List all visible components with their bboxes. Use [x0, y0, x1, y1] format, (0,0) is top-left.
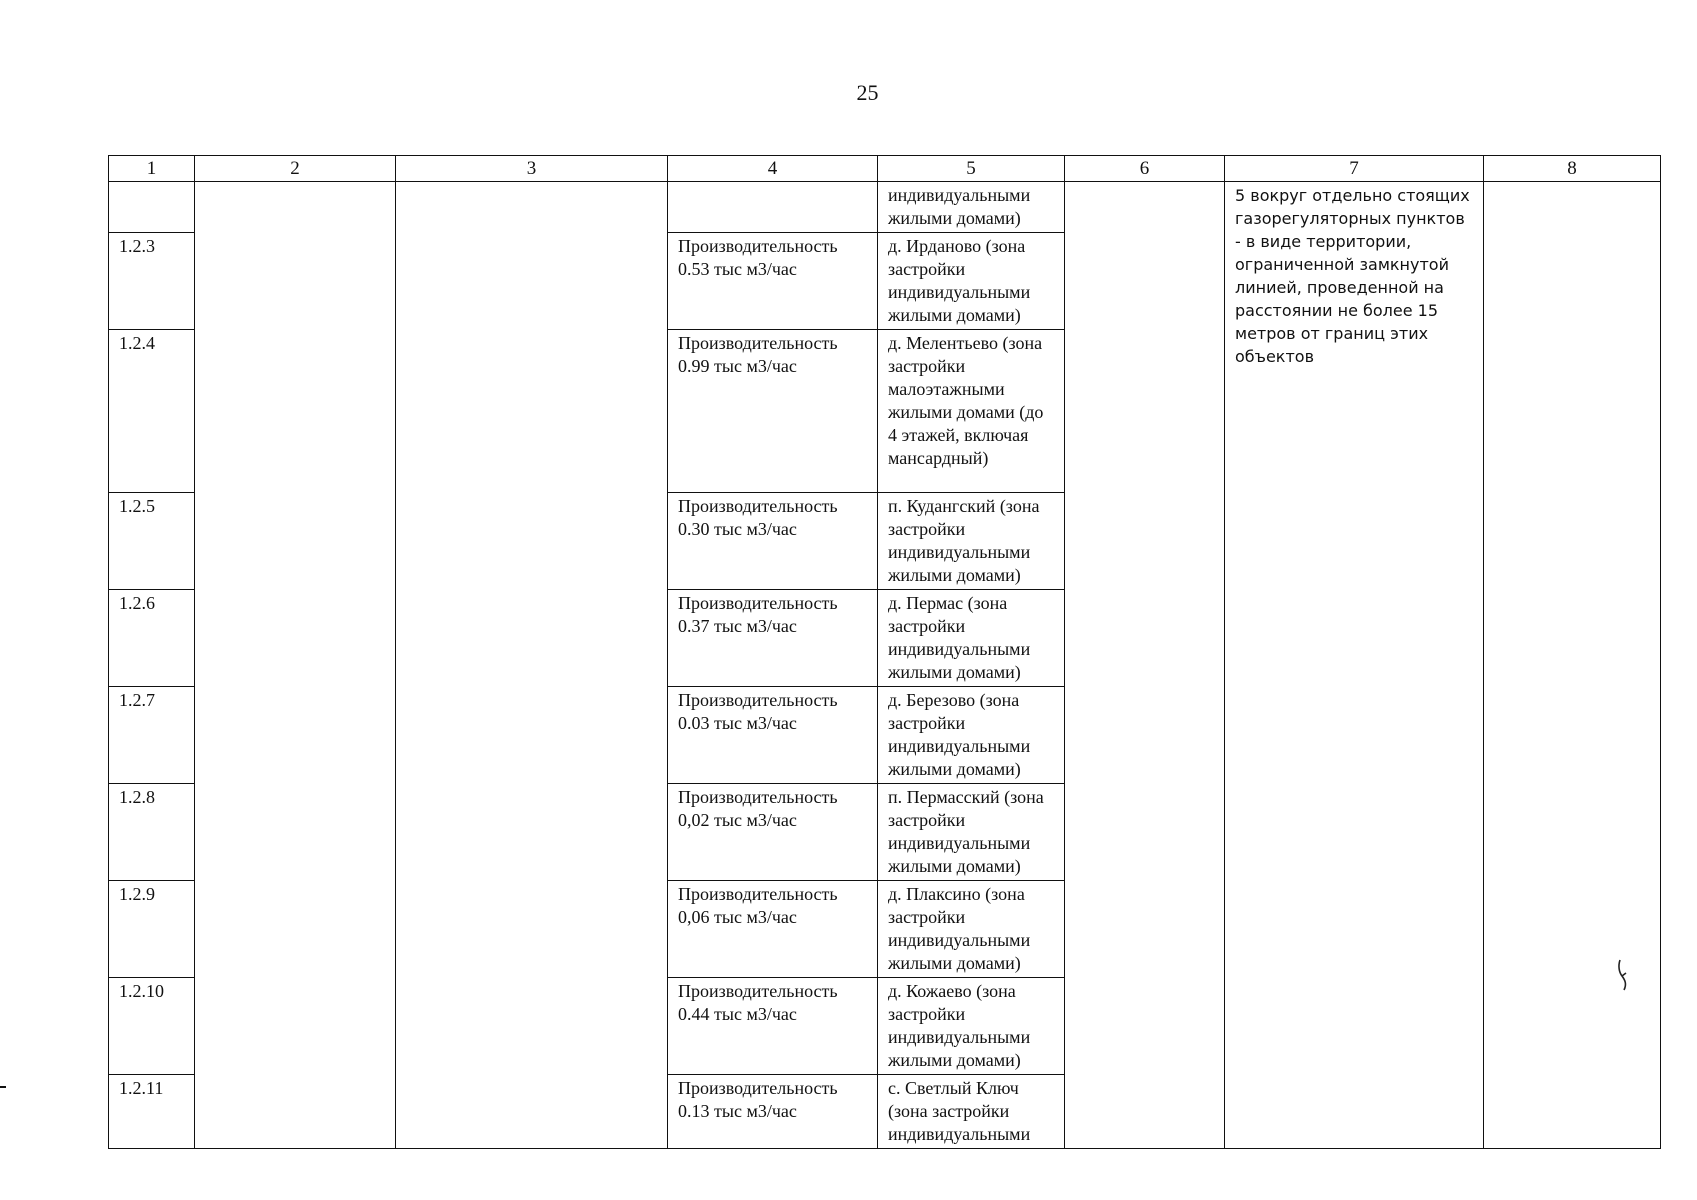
capacity-cell: Производительность 0.03 тыс м3/час: [668, 687, 878, 784]
col-header-3: 3: [396, 156, 668, 182]
location-cell: с. Светлый Ключ (зона застройки индивидуальными: [878, 1075, 1065, 1149]
location-cell: д. Мелентьево (зона застройки малоэтажными жилыми домами (до 4 этажей, включая мансардный): [878, 330, 1065, 493]
col-header-4: 4: [668, 156, 878, 182]
distance-note-cell: 5 вокруг отдельно стоящих газорегуляторных пунктов - в виде территории, ограниченной замкнутой линией, проведенной на расстоянии не более 15 метров от границ этих объектов: [1225, 182, 1484, 1149]
col-header-2: 2: [195, 156, 396, 182]
col-header-6: 6: [1065, 156, 1225, 182]
page-number: 25: [856, 80, 879, 105]
location-cell: д. Березово (зона застройки индивидуальными жилыми домами): [878, 687, 1065, 784]
row-id-cell: 1.2.10: [109, 978, 195, 1075]
col-header-8: 8: [1484, 156, 1661, 182]
capacity-cell: Производительность 0,06 тыс м3/час: [668, 881, 878, 978]
capacity-cell: Производительность 0.37 тыс м3/час: [668, 590, 878, 687]
location-cell: индивидуальными жилыми домами): [878, 182, 1065, 233]
row-id-cell: [109, 182, 195, 233]
capacity-cell: Производительность 0.44 тыс м3/час: [668, 978, 878, 1075]
capacity-cell: [668, 182, 878, 233]
location-cell: п. Пермасский (зона застройки индивидуальными жилыми домами): [878, 784, 1065, 881]
row-id-cell: 1.2.7: [109, 687, 195, 784]
col3-cell: [396, 182, 668, 1149]
margin-mark: [0, 1086, 6, 1088]
location-cell: д. Пермас (зона застройки индивидуальными жилыми домами): [878, 590, 1065, 687]
document-table: [108, 155, 1661, 1149]
capacity-cell: Производительность 0,02 тыс м3/час: [668, 784, 878, 881]
capacity-cell: Производительность 0.13 тыс м3/час: [668, 1075, 878, 1149]
header-row: [109, 156, 1661, 182]
capacity-cell: Производительность 0.99 тыс м3/час: [668, 330, 878, 493]
col-header-5: 5: [878, 156, 1065, 182]
location-cell: д. Плаксино (зона застройки индивидуальными жилыми домами): [878, 881, 1065, 978]
row-id-cell: 1.2.8: [109, 784, 195, 881]
col-header-1: 1: [109, 156, 195, 182]
row-id-cell: 1.2.3: [109, 233, 195, 330]
location-cell: д. Кожаево (зона застройки индивидуальными жилыми домами): [878, 978, 1065, 1075]
col-header-7: 7: [1225, 156, 1484, 182]
capacity-cell: Производительность 0.53 тыс м3/час: [668, 233, 878, 330]
location-cell: д. Ирданово (зона застройки индивидуальными жилыми домами): [878, 233, 1065, 330]
row-id-cell: 1.2.11: [109, 1075, 195, 1149]
row-id-cell: 1.2.5: [109, 493, 195, 590]
pen-mark-icon: [1616, 958, 1630, 994]
table-row: [109, 182, 1661, 233]
row-id-cell: 1.2.4: [109, 330, 195, 493]
col2-cell: [195, 182, 396, 1149]
location-cell: п. Кудангский (зона застройки индивидуальными жилыми домами): [878, 493, 1065, 590]
row-id-cell: 1.2.9: [109, 881, 195, 978]
col8-cell: [1484, 182, 1661, 1149]
col6-cell: [1065, 182, 1225, 1149]
capacity-cell: Производительность 0.30 тыс м3/час: [668, 493, 878, 590]
row-id-cell: 1.2.6: [109, 590, 195, 687]
